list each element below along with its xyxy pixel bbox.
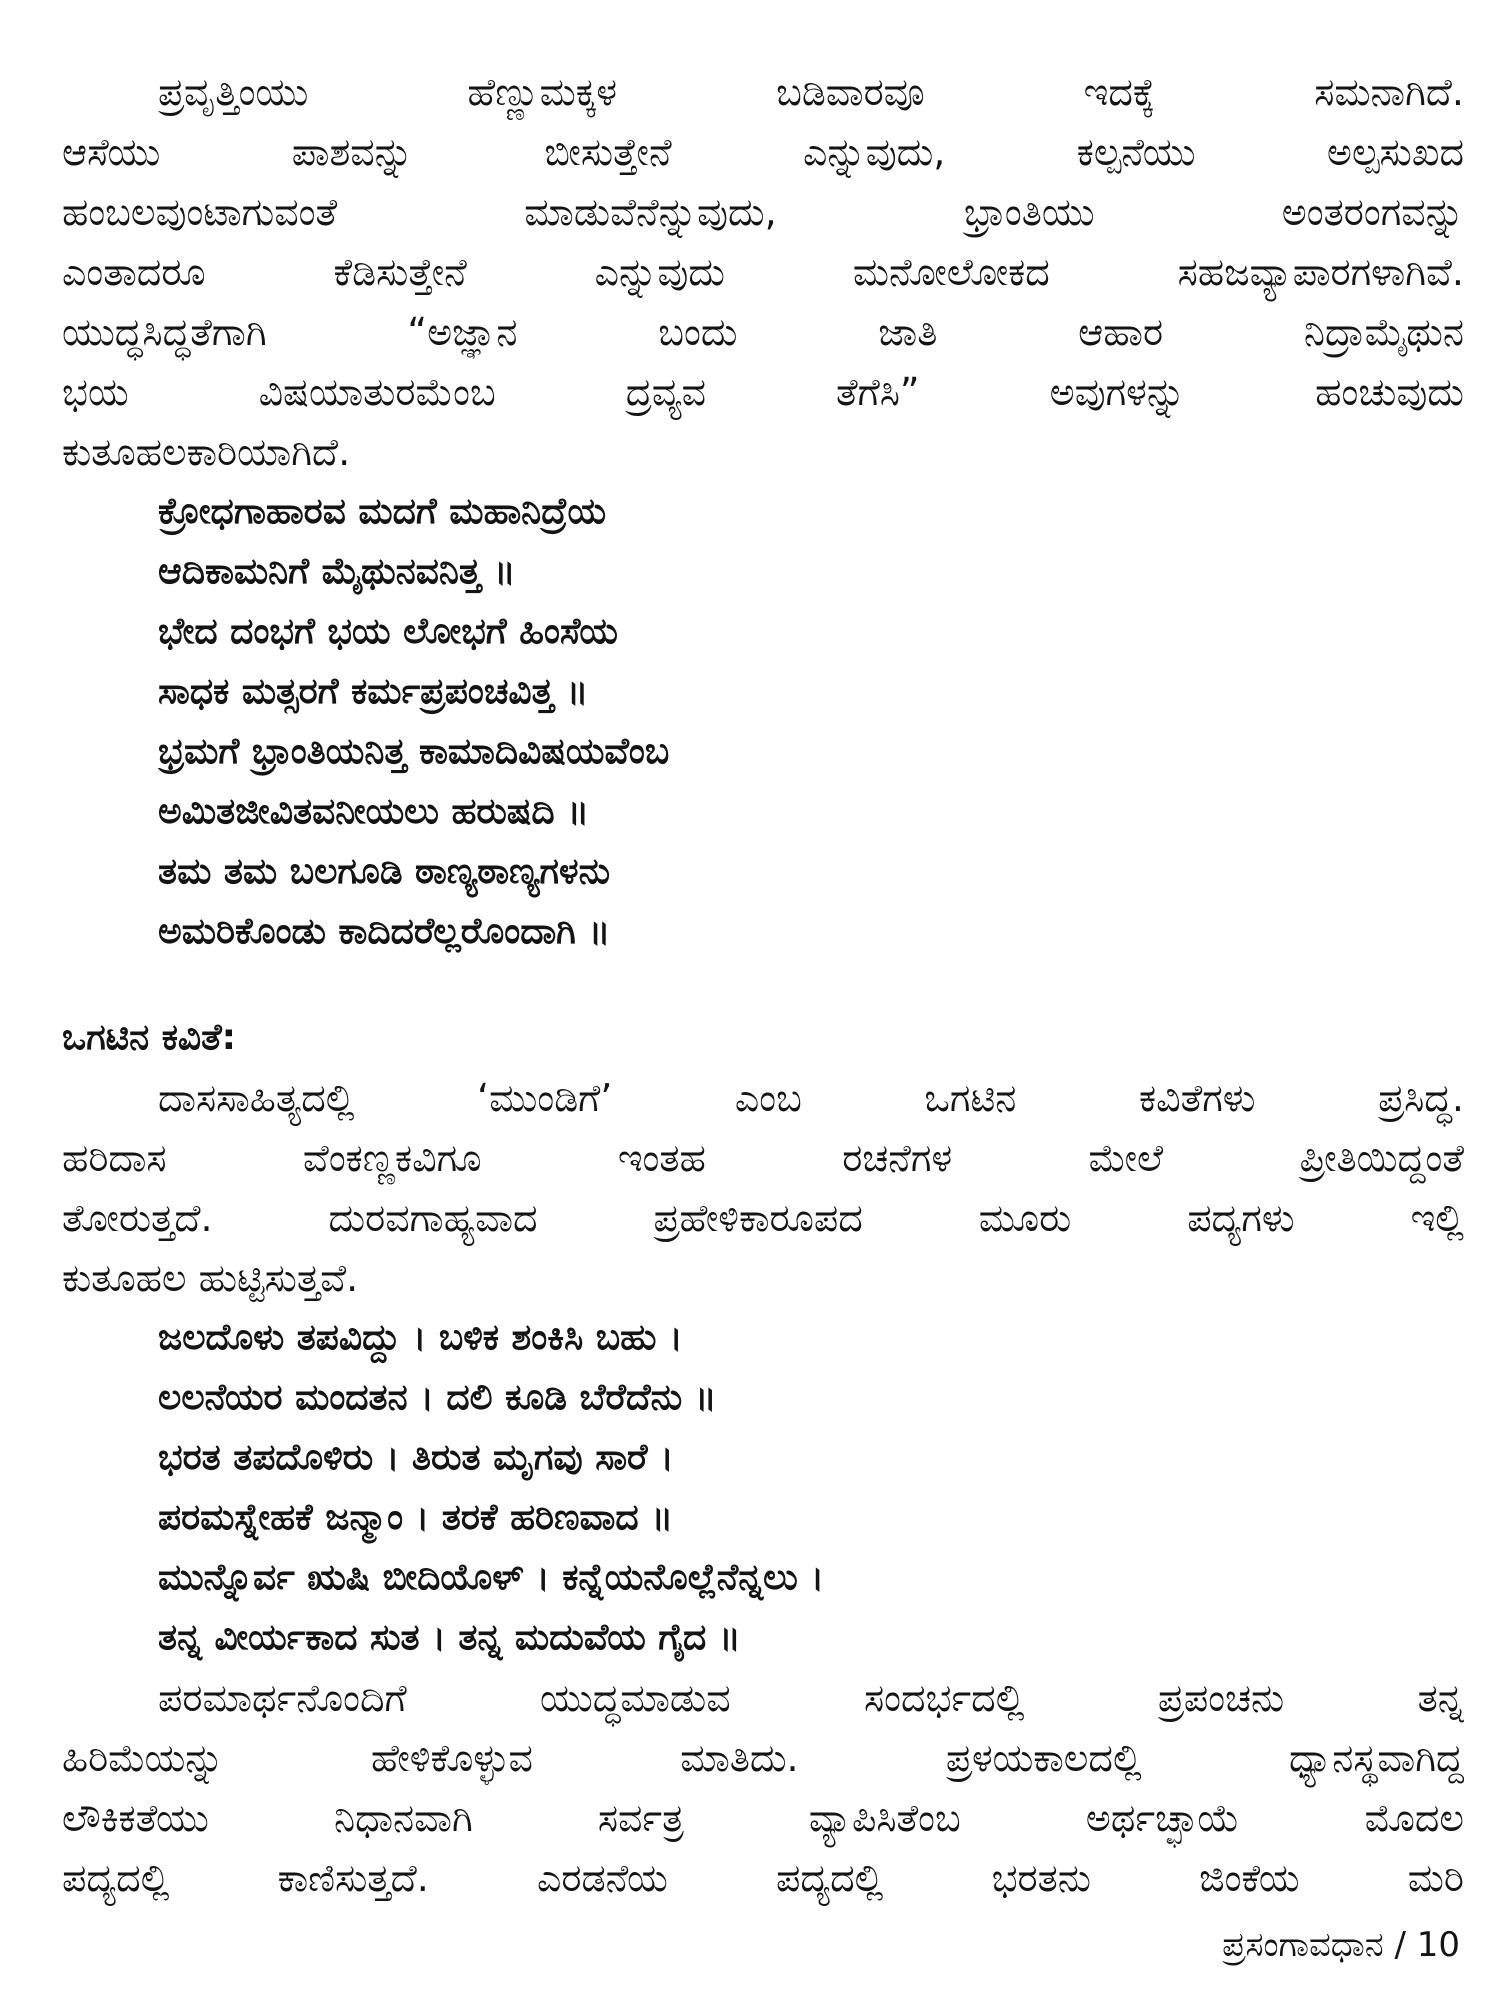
verse-2-line-4: ಪರಮಸ್ನೇಹಕೆ ಜನ್ಮಾಂ । ತರಕೆ ಹರಿಣವಾದ ॥ [158, 1497, 674, 1538]
paragraph-2-line-2: ಹರಿದಾಸ ವೆಂಕಣ್ಣಕವಿಗೂ ಇಂತಹ ರಚನೆಗಳ ಮೇಲೆ ಪ್ರೀತಿಯಿದ್ದಂತೆ [62, 1136, 1464, 1180]
verse-1-line-8: ಅಮರಿಕೊಂಡು ಕಾದಿದರೆಲ್ಲರೊಂದಾಗಿ ॥ [158, 911, 611, 952]
verse-1-line-4: ಸಾಧಕ ಮತ್ಸರಗೆ ಕರ್ಮಪ್ರಪಂಚವಿತ್ತ ॥ [158, 671, 589, 712]
verse-2-line-6: ತನ್ನ ವೀರ್ಯಕಾದ ಸುತ । ತನ್ನ ಮದುವೆಯ ಗೈದ ॥ [158, 1617, 741, 1658]
paragraph-1-line-4: ಎಂತಾದರೂ ಕೆಡಿಸುತ್ತೇನೆ ಎನ್ನುವುದು ಮನೋಲೋಕದ ಸಹಜವ್ಯಾಪಾರಗಳಾಗಿವೆ. [62, 250, 1464, 294]
paragraph-1-line-1: ಪ್ರವೃತ್ತಿಂಯು ಹೆಣ್ಣುಮಕ್ಕಳ ಬಡಿವಾರವೂ ಇದಕ್ಕೆ ಸಮನಾಗಿದೆ. [158, 70, 1464, 114]
paragraph-1-line-6: ಭಯ ವಿಷಯಾತುರಮೆಂಬ ದ್ರವ್ಯವ ತೆಗೆಸಿ” ಅವುಗಳನ್ನು ಹಂಚುವುದು [62, 370, 1464, 414]
page-footer: ಪ್ರಸಂಗಾವಧಾನ / 10 [1222, 1925, 1460, 1965]
paragraph-3-line-3: ಲೌಕಿಕತೆಯು ನಿಧಾನವಾಗಿ ಸರ್ವತ್ರ ವ್ಯಾಪಿಸಿತೆಂಬ ಅರ್ಥಚ್ಛಾಯೆ ಮೊದಲ [62, 1796, 1464, 1840]
verse-1-line-7: ತಮ ತಮ ಬಲಗೂಡಿ ಠಾಣ್ಯಠಾಣ್ಯಗಳನು [158, 851, 611, 892]
paragraph-1-line-7: ಕುತೂಹಲಕಾರಿಯಾಗಿದೆ. [62, 430, 351, 474]
verse-1-line-5: ಭ್ರಮಗೆ ಭ್ರಾಂತಿಯನಿತ್ತ ಕಾಮಾದಿವಿಷಯವೆಂಬ [158, 731, 670, 772]
verse-1-line-3: ಭೇದ ದಂಭಗೆ ಭಯ ಲೋಭಗೆ ಹಿಂಸೆಯ [158, 611, 618, 652]
verse-2-line-2: ಲಲನೆಯರ ಮಂದತನ । ದಲಿ ಕೂಡಿ ಬೆರೆದೆನು ॥ [158, 1377, 717, 1418]
verse-2-line-5: ಮುನ್ನೊರ್ವ ಋಷಿ ಬೀದಿಯೊಳ್ । ಕನ್ನೆಯನೊಲ್ಲೆನೆನ್ನಲು । [158, 1557, 825, 1598]
paragraph-1-line-2: ಆಸೆಯು ಪಾಶವನ್ನು ಬೀಸುತ್ತೇನೆ ಎನ್ನುವುದು, ಕಲ್ಪನೆಯು ಅಲ್ಪಸುಖದ [62, 130, 1464, 174]
paragraph-3-line-1: ಪರಮಾರ್ಥನೊಂದಿಗೆ ಯುದ್ಧಮಾಡುವ ಸಂದರ್ಭದಲ್ಲಿ ಪ್ರಪಂಚನು ತನ್ನ [158, 1676, 1464, 1720]
paragraph-1-line-5: ಯುದ್ಧಸಿದ್ಧತೆಗಾಗಿ “ಅಜ್ಞಾನ ಬಂದು ಜಾತಿ ಆಹಾರ ನಿದ್ರಾಮೈಥುನ [62, 310, 1464, 354]
paragraph-2-line-4: ಕುತೂಹಲ ಹುಟ್ಟಿಸುತ್ತವೆ. [62, 1256, 359, 1300]
verse-2-line-1: ಜಲದೊಳು ತಪವಿದ್ದು । ಬಳಿಕ ಶಂಕಿಸಿ ಬಹು । [158, 1317, 683, 1358]
verse-1-line-2: ಆದಿಕಾಮನಿಗೆ ಮೈಥುನವನಿತ್ತ ॥ [158, 551, 516, 592]
paragraph-2-line-3: ತೋರುತ್ತದೆ. ದುರವಗಾಹ್ಯವಾದ ಪ್ರಹೇಳಿಕಾರೂಪದ ಮೂರು ಪದ್ಯಗಳು ಇಲ್ಲಿ [62, 1196, 1464, 1240]
paragraph-3-line-4: ಪದ್ಯದಲ್ಲಿ ಕಾಣಿಸುತ್ತದೆ. ಎರಡನೆಯ ಪದ್ಯದಲ್ಲಿ ಭರತನು ಜಿಂಕೆಯ ಮರಿ [62, 1856, 1464, 1900]
paragraph-2-line-1: ದಾಸಸಾಹಿತ್ಯದಲ್ಲಿ ‘ಮುಂಡಿಗೆ’ ಎಂಬ ಒಗಟಿನ ಕವಿತೆಗಳು ಪ್ರಸಿದ್ಧ. [158, 1076, 1464, 1120]
paragraph-3-line-2: ಹಿರಿಮೆಯನ್ನು ಹೇಳಿಕೊಳ್ಳುವ ಮಾತಿದು. ಪ್ರಳಯಕಾಲದಲ್ಲಿ ಧ್ಯಾನಸ್ಥವಾಗಿದ್ದ [62, 1736, 1464, 1780]
paragraph-1-line-3: ಹಂಬಲವುಂಟಾಗುವಂತೆ ಮಾಡುವೆನೆನ್ನುವುದು, ಭ್ರಾಂತಿಯು ಅಂತರಂಗವನ್ನು [62, 190, 1464, 234]
section-heading: ಒಗಟಿನ ಕವಿತೆ: [62, 1017, 237, 1058]
verse-2-line-3: ಭರತ ತಪದೊಳಿರು । ತಿರುತ ಮೃಗವು ಸಾರೆ । [158, 1437, 674, 1478]
verse-1-line-6: ಅಮಿತಜೀವಿತವನೀಯಲು ಹರುಷದಿ ॥ [158, 791, 590, 832]
verse-1-line-1: ಕ್ರೋಧಗಾಹಾರವ ಮದಗೆ ಮಹಾನಿದ್ರೆಯ [158, 491, 607, 532]
